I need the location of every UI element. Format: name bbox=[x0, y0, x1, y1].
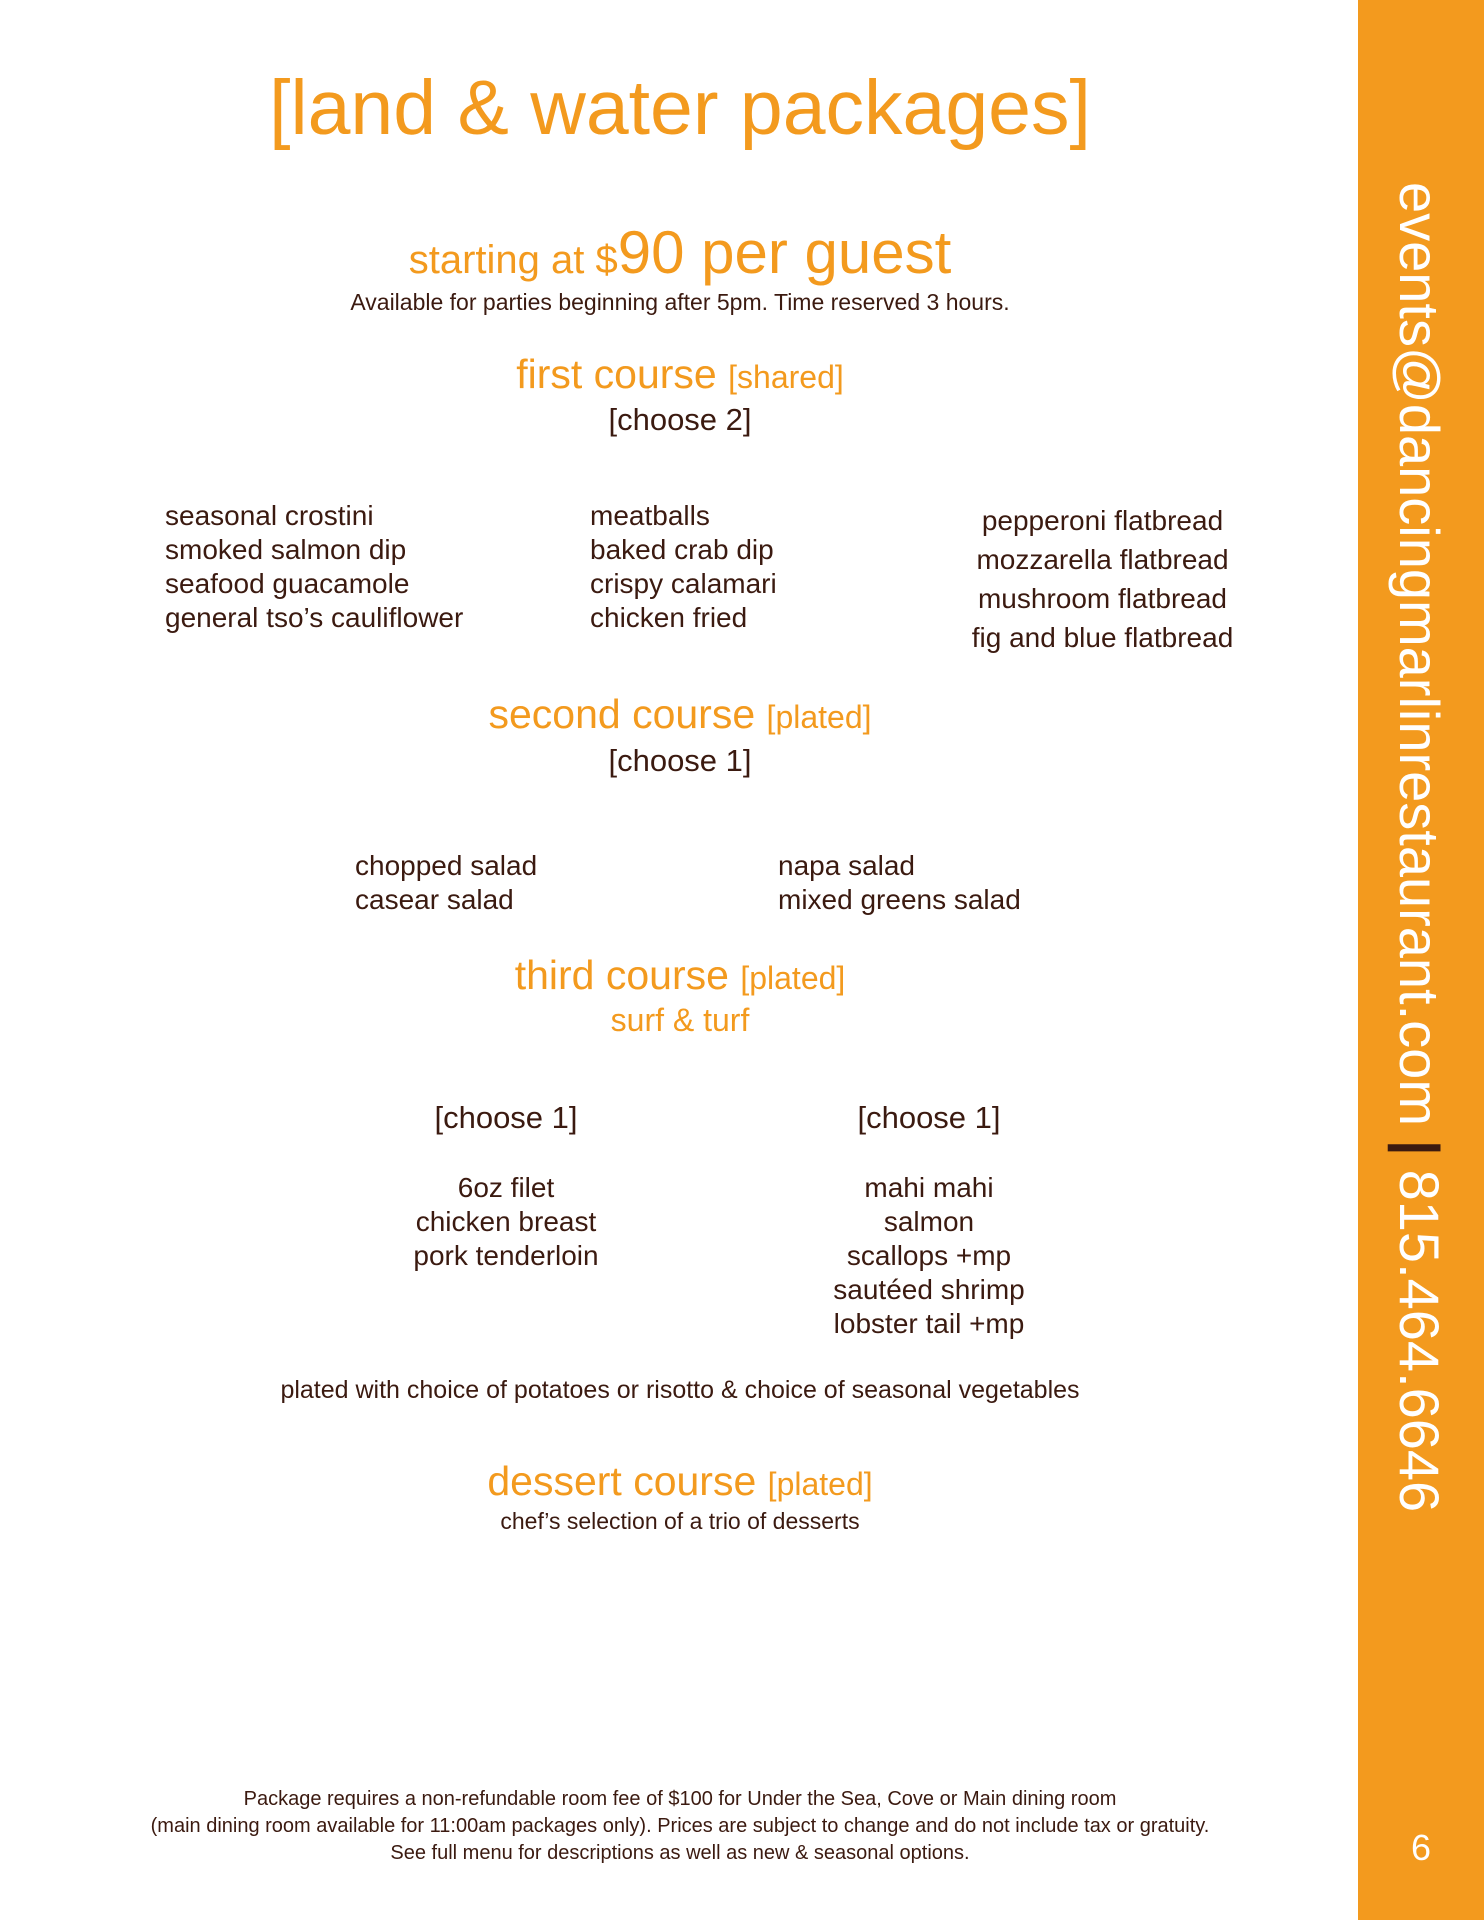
second-course-tag: [plated] bbox=[766, 699, 872, 735]
footer-line: See full menu for descriptions as well as new & seasonal options. bbox=[390, 1842, 970, 1864]
price-amount: 90 per guest bbox=[617, 219, 952, 286]
footer-line: (main dining room available for 11:00am packages only). Prices are subject to change and do not include tax or gratuity. bbox=[150, 1815, 1210, 1837]
price-note: Available for parties beginning after 5pm. Time reserved 3 hours. bbox=[350, 289, 1010, 315]
dessert-course-subtitle: chef’s selection of a trio of desserts bbox=[500, 1508, 860, 1534]
plated-note: plated with choice of potatoes or risotto & choice of seasonal vegetables bbox=[280, 1376, 1080, 1404]
third-course-left-choose: [choose 1] bbox=[434, 1100, 578, 1135]
list-item: chicken breast bbox=[415, 1206, 597, 1237]
second-course-choose: [choose 1] bbox=[608, 743, 752, 778]
list-item: meatballs bbox=[590, 500, 710, 531]
list-item: sautéed shrimp bbox=[833, 1274, 1025, 1305]
first-course-heading bbox=[0, 350, 1360, 401]
first-course-column-3 bbox=[950, 501, 1255, 657]
email-link[interactable]: events@dancingmarlinrestaurant.com bbox=[1388, 182, 1451, 1126]
second-course-heading bbox=[0, 690, 1360, 741]
list-item: seafood guacamole bbox=[165, 568, 410, 599]
list-item: napa salad bbox=[778, 850, 916, 881]
second-course-name: second course bbox=[488, 691, 756, 737]
list-item: pepperoni flatbread bbox=[981, 505, 1224, 536]
dessert-course-heading bbox=[0, 1457, 1360, 1508]
page-number: 6 bbox=[1410, 1827, 1432, 1868]
phone-link[interactable]: 815.464.6646 bbox=[1388, 1169, 1451, 1513]
first-course-tag: [shared] bbox=[728, 359, 844, 395]
footer-line: Package requires a non-refundable room fee of $100 for Under the Sea, Cove or Main dining room bbox=[243, 1788, 1117, 1810]
list-item: smoked salmon dip bbox=[165, 534, 407, 565]
list-item: lobster tail +mp bbox=[833, 1308, 1025, 1339]
contact-info bbox=[1389, 182, 1449, 1512]
list-item: scallops +mp bbox=[846, 1240, 1012, 1271]
list-item: mixed greens salad bbox=[778, 884, 1021, 915]
price-prefix: starting at bbox=[408, 238, 596, 282]
first-course-column-1 bbox=[165, 499, 463, 635]
dessert-course-tag: [plated] bbox=[767, 1466, 873, 1502]
second-course-column-2 bbox=[778, 849, 1021, 917]
first-course-column-2 bbox=[590, 499, 777, 635]
third-course-right-choose: [choose 1] bbox=[857, 1100, 1001, 1135]
list-item: crispy calamari bbox=[590, 568, 777, 599]
separator: | bbox=[1388, 1139, 1451, 1156]
third-course-tag: [plated] bbox=[740, 960, 846, 996]
list-item: pork tenderloin bbox=[413, 1240, 599, 1271]
list-item: chicken fried bbox=[590, 602, 748, 633]
list-item: salmon bbox=[883, 1206, 975, 1237]
list-item: mushroom flatbread bbox=[977, 583, 1227, 614]
third-course-heading bbox=[0, 951, 1360, 1002]
list-item: general tso’s cauliflower bbox=[165, 602, 464, 633]
list-item: fig and blue flatbread bbox=[971, 622, 1234, 653]
third-course-name: third course bbox=[514, 952, 729, 998]
second-course-column-1 bbox=[355, 849, 537, 917]
list-item: baked crab dip bbox=[590, 534, 774, 565]
list-item: chopped salad bbox=[355, 850, 538, 881]
third-course-right-items bbox=[779, 1171, 1079, 1341]
list-item: mahi mahi bbox=[864, 1172, 994, 1203]
list-item: seasonal crostini bbox=[165, 500, 374, 531]
first-course-choose: [choose 2] bbox=[608, 402, 752, 437]
dessert-course-name: dessert course bbox=[487, 1458, 757, 1504]
third-course-subtitle: surf & turf bbox=[610, 1002, 750, 1038]
third-course-left-items bbox=[356, 1171, 656, 1273]
first-course-name: first course bbox=[516, 351, 717, 397]
list-item: mozzarella flatbread bbox=[976, 544, 1229, 575]
price-currency: $ bbox=[595, 238, 618, 282]
footer-notes bbox=[60, 1786, 1300, 1867]
list-item: 6oz filet bbox=[457, 1172, 555, 1203]
list-item: casear salad bbox=[355, 884, 514, 915]
page-title: [land & water packages] bbox=[269, 65, 1091, 151]
